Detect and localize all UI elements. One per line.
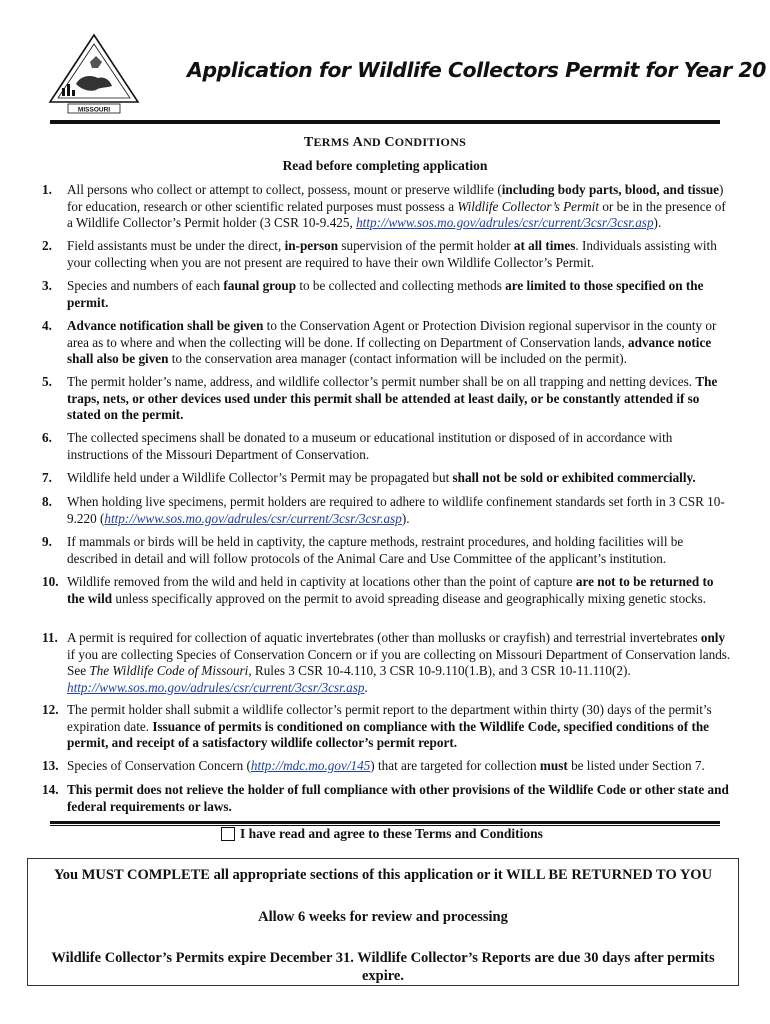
term-link[interactable]: http://mdc.mo.gov/145 xyxy=(250,758,371,773)
term-item xyxy=(42,630,732,696)
term-item xyxy=(42,318,732,368)
term-fragment: Field assistants must be under the direct, xyxy=(67,238,285,253)
term-item xyxy=(42,534,732,567)
term-link[interactable]: http://www.sos.mo.gov/adrules/csr/current/3csr/3csr.asp xyxy=(104,510,402,526)
term-fragment: Species and numbers of each xyxy=(67,278,224,293)
term-fragment: Wildlife removed from the wild and held in captivity at locations other than the point of capture xyxy=(67,574,576,589)
term-fragment: Wildlife held under a Wildlife Collector’s Permit may be propagated but xyxy=(67,470,453,485)
term-item xyxy=(42,238,732,271)
term-text xyxy=(67,758,732,775)
term-emphasis: are limited to those specified on the permit. xyxy=(67,278,704,310)
term-text xyxy=(67,238,732,271)
term-emphasis: at all times xyxy=(513,238,576,253)
term-number: 10. xyxy=(42,574,59,589)
notice-expiration: Wildlife Collector’s Permits expire December 31. Wildlife Collector’s Reports are due 30 days after permits expire. xyxy=(51,950,715,984)
term-number: 4. xyxy=(42,318,52,333)
term-italic: Wildlife Collector’s Permit xyxy=(457,198,600,214)
term-emphasis: faunal group xyxy=(223,278,297,293)
term-text xyxy=(67,494,732,527)
term-text xyxy=(67,702,732,752)
term-number: 14. xyxy=(42,782,59,797)
term-emphasis: are not to be returned to the wild xyxy=(67,574,714,606)
term-text xyxy=(67,430,732,463)
page-title: Application for Wildlife Collectors Permit for Year 20 xyxy=(187,58,766,82)
term-fragment: The collected specimens shall be donated to a museum or educational institution or disposed of in accordance with instructions of the Missouri Department of Conservation. xyxy=(67,430,673,462)
term-item xyxy=(42,182,732,232)
term-fragment: All persons who collect or attempt to collect, possess, mount or preserve wildlife ( xyxy=(67,182,502,197)
term-link[interactable]: http://www.sos.mo.gov/adrules/csr/current/3csr/3csr.asp xyxy=(67,679,365,695)
term-fragment: if you are collecting Species of Conservation Concern or if you are collecting on Missouri Department of Conservation lands. See xyxy=(67,646,731,678)
agree-checkbox[interactable] xyxy=(221,827,235,841)
term-text xyxy=(67,374,732,424)
terms-heading: TERMS AND CONDITIONS xyxy=(303,135,467,150)
term-number: 1. xyxy=(42,182,52,197)
term-item xyxy=(42,374,732,424)
term-text xyxy=(67,782,732,815)
term-fragment: to the Conservation Agent or Protection Division regional supervisor in the county or area as to where and when the collecting will be done. If collecting on Department of Conservation lands, xyxy=(67,318,717,350)
term-fragment: The permit holder’s name, address, and wildlife collector’s permit number shall be on all trapping and netting devices. xyxy=(67,374,696,389)
term-text xyxy=(67,534,732,567)
term-emphasis: The traps, nets, or other devices used under this permit shall be attended at least daily, or be constantly attended if so stated on the permit. xyxy=(67,374,718,422)
term-number: 12. xyxy=(42,702,59,717)
term-fragment: ). xyxy=(401,510,410,526)
term-text xyxy=(67,630,732,696)
term-emphasis: This permit does not relieve the holder of full compliance with other provisions of the Wildlife Code or other state and federal requirements or laws. xyxy=(67,782,729,814)
term-emphasis: advance notice shall also be given xyxy=(67,334,712,366)
term-number: 9. xyxy=(42,534,52,549)
notice-box xyxy=(27,858,739,986)
term-number: 8. xyxy=(42,494,52,509)
term-emphasis: Issuance of permits is conditioned on compliance with the Wildlife Code, specified conditions of the permit, and receipt of a satisfactory wildlife collector’s permit report. xyxy=(67,718,710,750)
term-number: 5. xyxy=(42,374,52,389)
logo-text: MISSOURI xyxy=(77,106,111,114)
missouri-conservation-logo xyxy=(46,32,142,114)
term-fragment: or be in the presence of a Wildlife Collector’s Permit holder (3 CSR 10-9.425, xyxy=(67,198,726,230)
term-number: 13. xyxy=(42,758,59,773)
term-item xyxy=(42,470,732,487)
term-item xyxy=(42,758,732,775)
term-fragment: be listed under Section 7. xyxy=(567,758,705,773)
term-fragment: to be collected and collecting methods xyxy=(296,278,506,293)
term-number: 6. xyxy=(42,430,52,445)
term-fragment: ). xyxy=(653,215,662,230)
term-text xyxy=(67,278,732,311)
term-item xyxy=(42,574,732,607)
term-fragment: The permit holder shall submit a wildlife collector’s permit report to the department within thirty (30) days of the permit’s expiration date. xyxy=(67,702,712,734)
term-italic: The Wildlife Code of Missouri, xyxy=(89,663,252,678)
term-number: 3. xyxy=(42,278,52,293)
term-fragment: unless specifically approved on the permit to avoid spreading disease and geographically mixing genetic stocks. xyxy=(112,590,707,606)
term-item xyxy=(42,782,732,815)
term-number: 11. xyxy=(42,630,58,645)
term-text xyxy=(67,574,732,607)
term-text xyxy=(67,318,732,368)
term-emphasis: must xyxy=(539,758,568,773)
term-fragment: supervision of the permit holder xyxy=(338,238,514,253)
term-number: 2. xyxy=(42,238,52,253)
terms-subheading: Read before completing application xyxy=(282,158,488,173)
term-item xyxy=(42,494,732,527)
term-item xyxy=(42,702,732,752)
term-number: 7. xyxy=(42,470,52,485)
term-emphasis: shall not be sold or exhibited commercially. xyxy=(452,470,696,485)
term-fragment: A permit is required for collection of aquatic invertebrates (other than mollusks or crayfish) and terrestrial invertebrates xyxy=(67,630,701,645)
term-fragment: ) for education, research or other scientific related purposes must possess a xyxy=(67,182,724,214)
term-fragment: ) that are targeted for collection xyxy=(370,758,540,773)
term-emphasis: in-person xyxy=(284,238,339,253)
term-link[interactable]: http://www.sos.mo.gov/adrules/csr/current/3csr/3csr.asp xyxy=(356,215,654,230)
term-text xyxy=(67,182,732,232)
agree-label: I have read and agree to these Terms and Conditions xyxy=(240,826,543,841)
agree-terms xyxy=(221,826,543,842)
term-emphasis: Advance notification shall be given xyxy=(67,318,264,333)
notice-complete: You MUST COMPLETE all appropriate sections of this application or it WILL BE RETURNED TO YOU xyxy=(53,867,713,883)
notice-review-time: Allow 6 weeks for review and processing xyxy=(258,909,508,925)
term-fragment: If mammals or birds will be held in captivity, the capture methods, restraint procedures, and holding facilities will be described in detail and will follow protocols of the Animal Care and Use Committee of the applicant’s institution. xyxy=(67,534,684,566)
term-item xyxy=(42,430,732,463)
term-fragment: . xyxy=(364,679,368,695)
header-divider xyxy=(50,120,720,124)
term-emphasis: including body parts, blood, and tissue xyxy=(501,182,720,197)
term-fragment: to the conservation area manager (contact information will be included on the permit). xyxy=(168,351,627,366)
term-fragment: Rules 3 CSR 10-4.110, 3 CSR 10-9.110(1.B), and 3 CSR 10-11.110(2). xyxy=(251,663,631,678)
term-emphasis: only xyxy=(700,630,726,645)
term-item xyxy=(42,278,732,311)
term-text xyxy=(67,470,732,487)
term-fragment: When holding live specimens, permit holders are required to adhere to wildlife confinement standards set forth in 3 CSR 10-9.220 ( xyxy=(67,494,725,526)
term-fragment: Species of Conservation Concern ( xyxy=(67,758,251,773)
term-fragment: . Individuals assisting with your collecting when you are not present are required to have their own Wildlife Collector’s Permit. xyxy=(67,238,717,270)
